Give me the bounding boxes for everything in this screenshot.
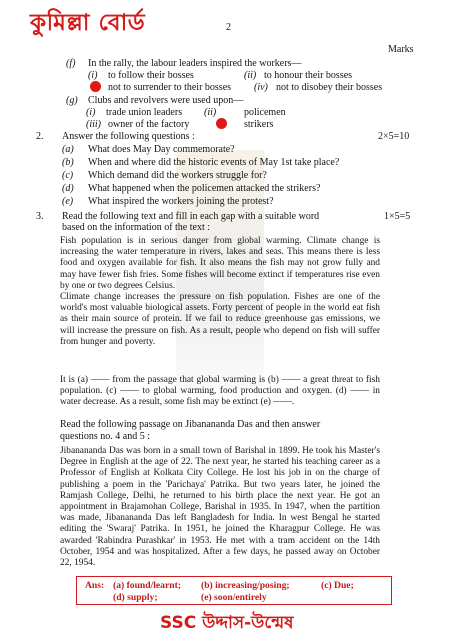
answer-label: Ans: xyxy=(85,580,105,591)
q1f-o4: not to disobey their bosses xyxy=(276,82,383,93)
q1f-stem: In the rally, the labour leaders inspired the workers— xyxy=(88,58,302,69)
q1g-o1-num: (i) xyxy=(86,107,96,118)
q1g-stem: Clubs and revolvers were used upon— xyxy=(88,95,244,106)
q1f-o1: to follow their bosses xyxy=(108,70,194,81)
q45-stem-1: Read the following passage on Jibanananda Das and then answer xyxy=(60,419,321,430)
q3-stem-1: Read the following text and fill in each gap with a suitable word xyxy=(62,211,320,222)
q2-item: What happened when the policemen attacked the strikers? xyxy=(88,183,321,194)
answer-a: (a) found/learnt; xyxy=(113,580,181,591)
q3-gap-sentences: It is (a) —— from the passage that global warming is (b) —— a great threat to fish population. (c) —— to global warming, food production and oxygen. (d) —— in water decrease. As a result, some fish may be extinct (e) ——. xyxy=(60,375,380,408)
q1g-o4: strikers xyxy=(244,119,274,130)
q3-stem-2: based on the information of the text : xyxy=(62,222,211,233)
q3-num: 3. xyxy=(36,211,44,222)
q1g-o3: owner of the factory xyxy=(108,119,190,130)
footer-title: SSC উদ্দাস-উন্মেষ xyxy=(160,613,294,633)
q1f-num: (f) xyxy=(66,58,76,69)
answer-mark-dot xyxy=(216,118,227,129)
q1g-o2: policemen xyxy=(244,107,286,118)
q1f-o2: to honour their bosses xyxy=(264,70,353,81)
answer-c: (c) Due; xyxy=(321,580,354,591)
q2-item-num: (b) xyxy=(62,157,74,168)
q1f-o1-num: (i) xyxy=(88,70,98,81)
board-title: কুমিল্লা বোর্ড xyxy=(30,10,146,36)
q2-stem: Answer the following questions : xyxy=(62,131,195,142)
q3-marks: 1×5=5 xyxy=(384,211,411,222)
answer-b: (b) increasing/posing; xyxy=(201,580,290,591)
q2-item-num: (e) xyxy=(62,196,74,207)
marks-header: Marks xyxy=(388,44,414,55)
q1f-o3: not to surrender to their bosses xyxy=(108,82,232,93)
q1g-o1: trade union leaders xyxy=(106,107,183,118)
q2-num: 2. xyxy=(36,131,44,142)
q3-passage-2: Climate change increases the pressure on fish population. Fishes are one of the world's most valuable biological assets. Forty percent of people in the world eat fish as their main source of protein. If we fail to reduce greenhouse gas emissions, we will increase the pressure on fish. As a result, people who depend on fish will suffer from hunger and poverty. xyxy=(60,292,380,347)
answer-box xyxy=(76,576,392,605)
q45-stem-2: questions no. 4 and 5 : xyxy=(60,431,150,442)
q2-item: What inspired the workers joining the protest? xyxy=(88,196,274,207)
answer-mark-dot xyxy=(90,81,101,92)
q2-marks: 2×5=10 xyxy=(378,131,410,142)
q2-item: Which demand did the workers struggle for? xyxy=(88,170,267,181)
q2-item: When and where did the historic events of May 1st take place? xyxy=(88,157,340,168)
q2-item-num: (a) xyxy=(62,144,74,155)
q1f-o2-num: (ii) xyxy=(244,70,257,81)
q1f-o4-num: (iv) xyxy=(254,82,268,93)
q45-passage: Jibanananda Das was born in a small town of Barishal in 1899. He took his Master's Degree in English at the age of 22. The next year, he started his teaching career as a Professor of English at Kolkata City College. He lost his job in on the charge of publishing a poem in the 'Parichaya' Patrika. But two years later, he joined the Ramjash College, Delhi, he returned to his birth place the next year. He got an appointment in Brajamohan College, Barishal in 1935. In 1947, when the partition was made, Jibanananda Das left Bangladesh for India. In west Bengal he started editing the 'Swaraj' Patrika. In 1951, he joined the Kharagpur College. He was awarded 'Rabindra Purashkar' in 1953. He met with a tram accident on the 14th October, 1954 and was hospitalized. After a few days, he passed away on October 22, 1954. xyxy=(60,446,380,569)
q2-item-num: (d) xyxy=(62,183,74,194)
page-number: 2 xyxy=(226,22,231,33)
answer-e: (e) soon/entirely xyxy=(201,592,267,603)
q3-passage-1: Fish population is in serious danger from global warming. Climate change is increasing the water temperature in rivers, lakes and seas. This means there is less food and oxygen available for fish. It also means the fish may not grow fully and may have fewer fish fries. Some fishes will become extinct if temperatures rise even by one or two degrees Celsius. xyxy=(60,236,380,291)
q1g-o2-num: (ii) xyxy=(204,107,217,118)
q2-item: What does May Day commemorate? xyxy=(88,144,235,155)
q1g-num: (g) xyxy=(66,95,78,106)
answer-d: (d) supply; xyxy=(113,592,158,603)
q2-item-num: (c) xyxy=(62,170,74,181)
q1g-o3-num: (iii) xyxy=(86,119,101,130)
